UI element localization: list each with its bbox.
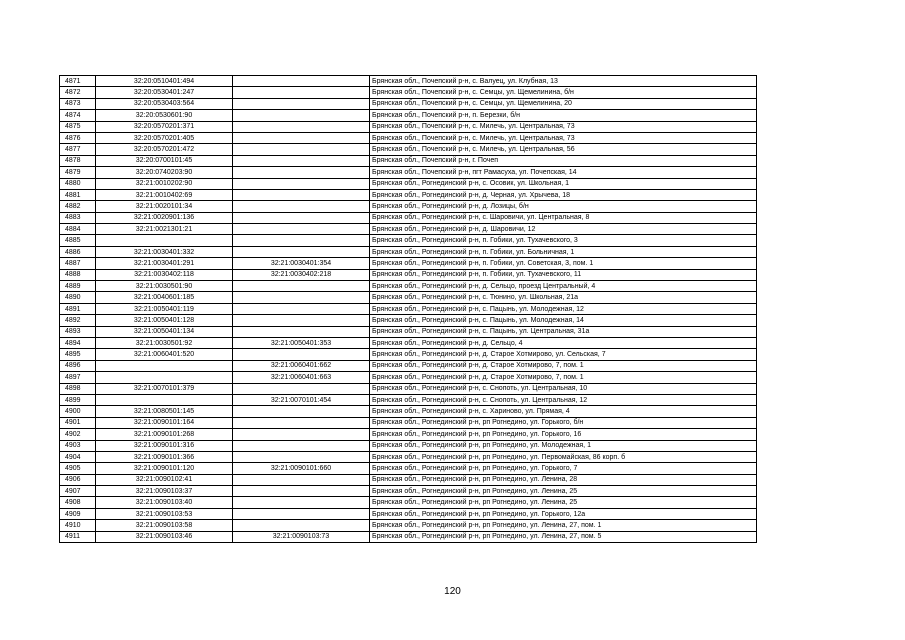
address-cell: Брянская обл., Рогнединский р-н, д. Лозицы, б/н — [370, 201, 757, 212]
table-row — [60, 349, 757, 360]
related-cadastral-number-cell — [233, 486, 370, 497]
table-row — [60, 224, 757, 235]
row-number-cell: 4891 — [60, 303, 96, 314]
cadastral-number-cell: 32:21:0050401:134 — [96, 326, 233, 337]
address-cell: Брянская обл., Рогнединский р-н, д. Сельцо, 4 — [370, 337, 757, 348]
related-cadastral-number-cell — [233, 155, 370, 166]
row-number-cell: 4875 — [60, 121, 96, 132]
row-number-cell: 4893 — [60, 326, 96, 337]
related-cadastral-number-cell: 32:21:0090101:660 — [233, 463, 370, 474]
cadastral-number-cell — [96, 235, 233, 246]
row-number-cell: 4904 — [60, 451, 96, 462]
row-number-cell: 4910 — [60, 520, 96, 531]
table-row — [60, 440, 757, 451]
address-cell: Брянская обл., Рогнединский р-н, с. Снопоть, ул. Центральная, 10 — [370, 383, 757, 394]
cadastral-number-cell: 32:21:0020101:34 — [96, 201, 233, 212]
related-cadastral-number-cell — [233, 326, 370, 337]
table-row — [60, 474, 757, 485]
cadastral-number-cell: 32:21:0090102:41 — [96, 474, 233, 485]
address-cell: Брянская обл., Рогнединский р-н, рп Рогнедино, ул. Горького, 12а — [370, 508, 757, 519]
row-number-cell: 4895 — [60, 349, 96, 360]
related-cadastral-number-cell — [233, 383, 370, 394]
cadastral-number-cell: 32:21:0090101:316 — [96, 440, 233, 451]
row-number-cell: 4874 — [60, 110, 96, 121]
table-row — [60, 417, 757, 428]
address-cell: Брянская обл., Почепский р-н, г. Почеп — [370, 155, 757, 166]
row-number-cell: 4880 — [60, 178, 96, 189]
table-row — [60, 132, 757, 143]
table-row — [60, 406, 757, 417]
row-number-cell: 4890 — [60, 292, 96, 303]
row-number-cell: 4888 — [60, 269, 96, 280]
row-number-cell: 4881 — [60, 189, 96, 200]
row-number-cell: 4898 — [60, 383, 96, 394]
cadastral-number-cell: 32:20:0700101:45 — [96, 155, 233, 166]
related-cadastral-number-cell — [233, 440, 370, 451]
property-table-body — [60, 76, 757, 543]
related-cadastral-number-cell — [233, 349, 370, 360]
address-cell: Брянская обл., Рогнединский р-н, рп Рогнедино, ул. Ленина, 28 — [370, 474, 757, 485]
table-row — [60, 486, 757, 497]
table-row — [60, 337, 757, 348]
cadastral-number-cell: 32:20:0570201:405 — [96, 132, 233, 143]
cadastral-number-cell: 32:21:0070101:379 — [96, 383, 233, 394]
related-cadastral-number-cell — [233, 87, 370, 98]
address-cell: Брянская обл., Рогнединский р-н, д. Старое Хотмирово, ул. Сельская, 7 — [370, 349, 757, 360]
related-cadastral-number-cell — [233, 497, 370, 508]
row-number-cell: 4892 — [60, 315, 96, 326]
cadastral-number-cell: 32:20:0740203:90 — [96, 167, 233, 178]
table-row — [60, 144, 757, 155]
related-cadastral-number-cell: 32:21:0060401:663 — [233, 372, 370, 383]
row-number-cell: 4906 — [60, 474, 96, 485]
address-cell: Брянская обл., Рогнединский р-н, д. Сельцо, проезд Центральный, 4 — [370, 281, 757, 292]
table-row — [60, 383, 757, 394]
row-number-cell: 4884 — [60, 224, 96, 235]
address-cell: Брянская обл., Почепский р-н, с. Милечь, ул. Центральная, 73 — [370, 121, 757, 132]
row-number-cell: 4887 — [60, 258, 96, 269]
table-row — [60, 178, 757, 189]
related-cadastral-number-cell — [233, 178, 370, 189]
address-cell: Брянская обл., Рогнединский р-н, рп Рогнедино, ул. Ленина, 27, пом. 5 — [370, 531, 757, 542]
address-cell: Брянская обл., Рогнединский р-н, рп Рогнедино, ул. Ленина, 25 — [370, 497, 757, 508]
cadastral-number-cell: 32:21:0090101:366 — [96, 451, 233, 462]
cadastral-number-cell: 32:21:0010402:69 — [96, 189, 233, 200]
page-number: 120 — [444, 586, 461, 597]
related-cadastral-number-cell — [233, 201, 370, 212]
cadastral-number-cell: 32:21:0080501:145 — [96, 406, 233, 417]
related-cadastral-number-cell — [233, 417, 370, 428]
address-cell: Брянская обл., Рогнединский р-н, п. Гобики, ул. Больничная, 1 — [370, 246, 757, 257]
table-row — [60, 281, 757, 292]
cadastral-number-cell: 32:21:0090101:268 — [96, 429, 233, 440]
cadastral-number-cell: 32:21:0050401:128 — [96, 315, 233, 326]
address-cell: Брянская обл., Почепский р-н, с. Семцы, ул. Щемелинина, б/н — [370, 87, 757, 98]
address-cell: Брянская обл., Рогнединский р-н, с. Пацынь, ул. Центральная, 31а — [370, 326, 757, 337]
cadastral-number-cell: 32:21:0030401:291 — [96, 258, 233, 269]
related-cadastral-number-cell — [233, 212, 370, 223]
address-cell: Брянская обл., Рогнединский р-н, с. Осовик, ул. Школьная, 1 — [370, 178, 757, 189]
row-number-cell: 4885 — [60, 235, 96, 246]
table-row — [60, 520, 757, 531]
cadastral-number-cell: 32:21:0090103:46 — [96, 531, 233, 542]
row-number-cell: 4905 — [60, 463, 96, 474]
related-cadastral-number-cell — [233, 246, 370, 257]
row-number-cell: 4871 — [60, 76, 96, 87]
address-cell: Брянская обл., Рогнединский р-н, рп Рогнедино, ул. Молодежная, 1 — [370, 440, 757, 451]
address-cell: Брянская обл., Почепский р-н, с. Милечь, ул. Центральная, 56 — [370, 144, 757, 155]
related-cadastral-number-cell — [233, 508, 370, 519]
address-cell: Брянская обл., Рогнединский р-н, с. Пацынь, ул. Молодежная, 12 — [370, 303, 757, 314]
cadastral-number-cell: 32:20:0510401:494 — [96, 76, 233, 87]
related-cadastral-number-cell — [233, 132, 370, 143]
table-row — [60, 201, 757, 212]
cadastral-number-cell: 32:21:0090103:40 — [96, 497, 233, 508]
cadastral-number-cell: 32:21:0030402:118 — [96, 269, 233, 280]
address-cell: Брянская обл., Рогнединский р-н, д. Шаровичи, 12 — [370, 224, 757, 235]
related-cadastral-number-cell — [233, 315, 370, 326]
cadastral-number-cell: 32:21:0020901:136 — [96, 212, 233, 223]
cadastral-number-cell: 32:21:0060401:520 — [96, 349, 233, 360]
cadastral-number-cell: 32:20:0570201:472 — [96, 144, 233, 155]
row-number-cell: 4877 — [60, 144, 96, 155]
row-number-cell: 4876 — [60, 132, 96, 143]
table-row — [60, 372, 757, 383]
related-cadastral-number-cell — [233, 281, 370, 292]
table-row — [60, 303, 757, 314]
table-row — [60, 155, 757, 166]
related-cadastral-number-cell — [233, 451, 370, 462]
table-row — [60, 315, 757, 326]
related-cadastral-number-cell — [233, 167, 370, 178]
address-cell: Брянская обл., Рогнединский р-н, с. Хариново, ул. Прямая, 4 — [370, 406, 757, 417]
address-cell: Брянская обл., Рогнединский р-н, рп Рогнедино, ул. Ленина, 27, пом. 1 — [370, 520, 757, 531]
table-row — [60, 87, 757, 98]
table-row — [60, 292, 757, 303]
related-cadastral-number-cell — [233, 474, 370, 485]
row-number-cell: 4900 — [60, 406, 96, 417]
address-cell: Брянская обл., Рогнединский р-н, рп Рогнедино, ул. Горького, 7 — [370, 463, 757, 474]
table-row — [60, 235, 757, 246]
row-number-cell: 4878 — [60, 155, 96, 166]
related-cadastral-number-cell — [233, 292, 370, 303]
table-row — [60, 394, 757, 405]
row-number-cell: 4882 — [60, 201, 96, 212]
related-cadastral-number-cell: 32:21:0060401:662 — [233, 360, 370, 371]
address-cell: Брянская обл., Рогнединский р-н, п. Гобики, ул. Тухачевского, 11 — [370, 269, 757, 280]
address-cell: Брянская обл., Почепский р-н, пгт Рамасуха, ул. Почепская, 14 — [370, 167, 757, 178]
table-row — [60, 451, 757, 462]
cadastral-number-cell: 32:20:0570201:371 — [96, 121, 233, 132]
address-cell: Брянская обл., Рогнединский р-н, д. Старое Хотмирово, 7, пом. 1 — [370, 360, 757, 371]
cadastral-number-cell: 32:21:0050401:119 — [96, 303, 233, 314]
table-row — [60, 246, 757, 257]
row-number-cell: 4886 — [60, 246, 96, 257]
related-cadastral-number-cell — [233, 121, 370, 132]
table-row — [60, 463, 757, 474]
cadastral-number-cell: 32:20:0530601:90 — [96, 110, 233, 121]
row-number-cell: 4873 — [60, 98, 96, 109]
address-cell: Брянская обл., Рогнединский р-н, д. Черная, ул. Хрычева, 18 — [370, 189, 757, 200]
row-number-cell: 4897 — [60, 372, 96, 383]
table-row — [60, 269, 757, 280]
row-number-cell: 4883 — [60, 212, 96, 223]
row-number-cell: 4879 — [60, 167, 96, 178]
cadastral-number-cell: 32:21:0090103:53 — [96, 508, 233, 519]
property-table — [59, 75, 757, 543]
related-cadastral-number-cell — [233, 76, 370, 87]
related-cadastral-number-cell — [233, 189, 370, 200]
related-cadastral-number-cell — [233, 235, 370, 246]
related-cadastral-number-cell — [233, 110, 370, 121]
table-row — [60, 360, 757, 371]
cadastral-number-cell: 32:21:0090103:58 — [96, 520, 233, 531]
table-row — [60, 76, 757, 87]
cadastral-number-cell: 32:21:0010202:90 — [96, 178, 233, 189]
related-cadastral-number-cell: 32:21:0070101:454 — [233, 394, 370, 405]
table-row — [60, 98, 757, 109]
address-cell: Брянская обл., Рогнединский р-н, п. Гобики, ул. Советская, 3, пом. 1 — [370, 258, 757, 269]
address-cell: Брянская обл., Рогнединский р-н, с. Пацынь, ул. Молодежная, 14 — [370, 315, 757, 326]
table-row — [60, 189, 757, 200]
table-row — [60, 110, 757, 121]
address-cell: Брянская обл., Рогнединский р-н, рп Рогнедино, ул. Ленина, 25 — [370, 486, 757, 497]
cadastral-number-cell — [96, 360, 233, 371]
address-cell: Брянская обл., Почепский р-н, п. Березки, б/н — [370, 110, 757, 121]
related-cadastral-number-cell — [233, 98, 370, 109]
address-cell: Брянская обл., Рогнединский р-н, с. Снопоть, ул. Центральная, 12 — [370, 394, 757, 405]
row-number-cell: 4901 — [60, 417, 96, 428]
address-cell: Брянская обл., Рогнединский р-н, рп Рогнедино, ул. Горького, 16 — [370, 429, 757, 440]
table-row — [60, 326, 757, 337]
cadastral-number-cell — [96, 372, 233, 383]
address-cell: Брянская обл., Рогнединский р-н, д. Старое Хотмирово, 7, пом. 1 — [370, 372, 757, 383]
table-row — [60, 508, 757, 519]
table-row — [60, 212, 757, 223]
cadastral-number-cell: 32:20:0530403:564 — [96, 98, 233, 109]
row-number-cell: 4903 — [60, 440, 96, 451]
related-cadastral-number-cell — [233, 520, 370, 531]
cadastral-number-cell: 32:21:0030501:92 — [96, 337, 233, 348]
table-row — [60, 258, 757, 269]
row-number-cell: 4902 — [60, 429, 96, 440]
address-cell: Брянская обл., Рогнединский р-н, рп Рогнедино, ул. Горького, б/н — [370, 417, 757, 428]
address-cell: Брянская обл., Почепский р-н, с. Валуец, ул. Клубная, 13 — [370, 76, 757, 87]
table-row — [60, 531, 757, 542]
related-cadastral-number-cell — [233, 303, 370, 314]
address-cell: Брянская обл., Рогнединский р-н, с. Шаровичи, ул. Центральная, 8 — [370, 212, 757, 223]
table-row — [60, 497, 757, 508]
address-cell: Брянская обл., Рогнединский р-н, с. Тюнино, ул. Школьная, 21а — [370, 292, 757, 303]
row-number-cell: 4896 — [60, 360, 96, 371]
related-cadastral-number-cell — [233, 224, 370, 235]
cadastral-number-cell: 32:21:0030401:332 — [96, 246, 233, 257]
address-cell: Брянская обл., Почепский р-н, с. Милечь, ул. Центральная, 73 — [370, 132, 757, 143]
row-number-cell: 4911 — [60, 531, 96, 542]
row-number-cell: 4889 — [60, 281, 96, 292]
row-number-cell: 4908 — [60, 497, 96, 508]
row-number-cell: 4894 — [60, 337, 96, 348]
row-number-cell: 4872 — [60, 87, 96, 98]
address-cell: Брянская обл., Почепский р-н, с. Семцы, ул. Щемелинина, 20 — [370, 98, 757, 109]
related-cadastral-number-cell — [233, 429, 370, 440]
row-number-cell: 4909 — [60, 508, 96, 519]
cadastral-number-cell: 32:21:0021301:21 — [96, 224, 233, 235]
related-cadastral-number-cell: 32:21:0030401:354 — [233, 258, 370, 269]
cadastral-number-cell: 32:21:0030501:90 — [96, 281, 233, 292]
cadastral-number-cell: 32:20:0530401:247 — [96, 87, 233, 98]
cadastral-number-cell: 32:21:0090101:120 — [96, 463, 233, 474]
address-cell: Брянская обл., Рогнединский р-н, рп Рогнедино, ул. Первомайская, 86 корп. б — [370, 451, 757, 462]
cadastral-number-cell: 32:21:0090101:164 — [96, 417, 233, 428]
address-cell: Брянская обл., Рогнединский р-н, п. Гобики, ул. Тухачевского, 3 — [370, 235, 757, 246]
table-row — [60, 429, 757, 440]
row-number-cell: 4907 — [60, 486, 96, 497]
related-cadastral-number-cell — [233, 144, 370, 155]
cadastral-number-cell: 32:21:0040601:185 — [96, 292, 233, 303]
cadastral-number-cell — [96, 394, 233, 405]
cadastral-number-cell: 32:21:0090103:37 — [96, 486, 233, 497]
related-cadastral-number-cell: 32:21:0050401:353 — [233, 337, 370, 348]
row-number-cell: 4899 — [60, 394, 96, 405]
related-cadastral-number-cell: 32:21:0090103:73 — [233, 531, 370, 542]
related-cadastral-number-cell: 32:21:0030402:218 — [233, 269, 370, 280]
related-cadastral-number-cell — [233, 406, 370, 417]
table-row — [60, 167, 757, 178]
table-row — [60, 121, 757, 132]
